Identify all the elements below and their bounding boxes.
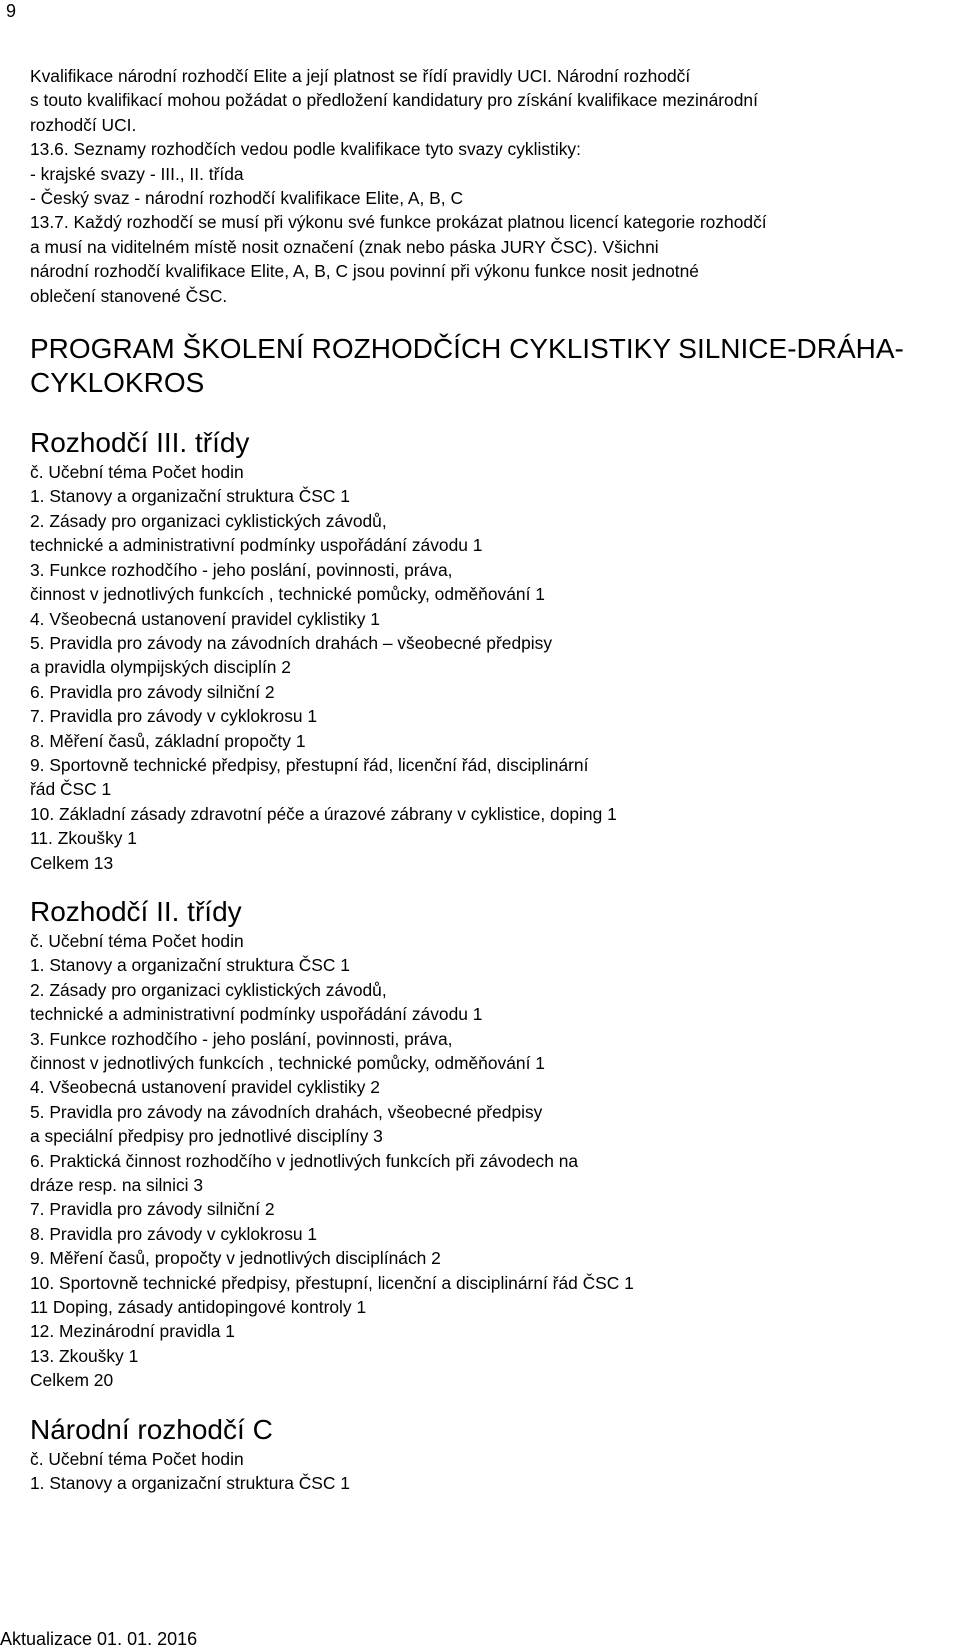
section-title: Národní rozhodčí C <box>30 1413 273 1445</box>
course-line: 11 Doping, zásady antidopingové kontroly 1 <box>30 1297 367 1318</box>
course-line: 11. Zkoušky 1 <box>30 828 137 849</box>
intro-line: s touto kvalifikací mohou požádat o předložení kandidatury pro získání kvalifikace mezinárodní <box>30 90 758 111</box>
section-title: Rozhodčí III. třídy <box>30 427 250 459</box>
course-line: 4. Všeobecná ustanovení pravidel cyklistiky 1 <box>30 608 380 629</box>
course-line: činnost v jednotlivých funkcích , technické pomůcky, odměňování 1 <box>30 584 545 605</box>
course-section <box>30 1413 955 1496</box>
course-line: Celkem 20 <box>30 1370 114 1391</box>
course-line: 13. Zkoušky 1 <box>30 1345 139 1366</box>
course-line: č. Učební téma Počet hodin <box>30 930 244 951</box>
intro-line: 13.7. Každý rozhodčí se musí při výkonu své funkce prokázat platnou licencí kategorie rozhodčí <box>30 212 767 233</box>
course-line: a pravidla olympijských disciplín 2 <box>30 657 291 678</box>
course-line: 4. Všeobecná ustanovení pravidel cyklistiky 2 <box>30 1077 380 1098</box>
course-line: 6. Pravidla pro závody silniční 2 <box>30 681 275 702</box>
course-line: 9. Měření časů, propočty v jednotlivých disciplínách 2 <box>30 1248 441 1269</box>
course-line: technické a administrativní podmínky uspořádání závodu 1 <box>30 1004 483 1025</box>
course-line: 7. Pravidla pro závody v cyklokrosu 1 <box>30 706 318 727</box>
intro-line: oblečení stanovené ČSC. <box>30 285 228 306</box>
course-line: 1. Stanovy a organizační struktura ČSC 1 <box>30 955 350 976</box>
course-line: 5. Pravidla pro závody na závodních drahách, všeobecné předpisy <box>30 1101 543 1122</box>
course-line: 1. Stanovy a organizační struktura ČSC 1 <box>30 1473 350 1494</box>
course-sections <box>30 426 955 1495</box>
program-title-line: PROGRAM ŠKOLENÍ ROZHODČÍCH CYKLISTIKY SILNICE-DRÁHA- <box>30 333 904 365</box>
course-line: 8. Měření časů, základní propočty 1 <box>30 730 306 751</box>
course-line: 7. Pravidla pro závody silniční 2 <box>30 1199 275 1220</box>
document-body <box>30 64 955 1516</box>
course-line: 2. Zásady pro organizaci cyklistických závodů, <box>30 510 387 531</box>
course-line: 10. Základní zásady zdravotní péče a úrazové zábrany v cyklistice, doping 1 <box>30 803 617 824</box>
page-number: 9 <box>6 1 17 21</box>
course-line: činnost v jednotlivých funkcích , technické pomůcky, odměňování 1 <box>30 1053 545 1073</box>
course-line: 6. Praktická činnost rozhodčího v jednotlivých funkcích při závodech na <box>30 1150 579 1171</box>
footer-update-date: Aktualizace 01. 01. 2016 <box>0 1629 198 1649</box>
course-line: 9. Sportovně technické předpisy, přestupní řád, licenční řád, disciplinární <box>30 754 589 775</box>
course-line: technické a administrativní podmínky uspořádání závodu 1 <box>30 535 483 556</box>
course-line: řád ČSC 1 <box>30 779 112 800</box>
course-line: 5. Pravidla pro závody na závodních drahách – všeobecné předpisy <box>30 632 553 653</box>
program-title-line: CYKLOKROS <box>30 367 205 399</box>
course-line: 1. Stanovy a organizační struktura ČSC 1 <box>30 486 350 507</box>
course-line: 12. Mezinárodní pravidla 1 <box>30 1321 235 1342</box>
intro-line: a musí na viditelném místě nosit označení (znak nebo páska JURY ČSC). Všichni <box>30 236 659 257</box>
course-line: 3. Funkce rozhodčího - jeho poslání, povinnosti, práva, <box>30 559 453 580</box>
course-line: dráze resp. na silnici 3 <box>30 1175 204 1196</box>
course-line: č. Učební téma Počet hodin <box>30 462 244 483</box>
intro-line: 13.6. Seznamy rozhodčích vedou podle kvalifikace tyto svazy cyklistiky: <box>30 139 581 160</box>
intro-line: - Český svaz - národní rozhodčí kvalifikace Elite, A, B, C <box>30 188 463 209</box>
intro-line: Kvalifikace národní rozhodčí Elite a její platnost se řídí pravidly UCI. Národní rozhodčí <box>30 66 691 86</box>
course-line: Celkem 13 <box>30 852 114 873</box>
intro-line: - krajské svazy - III., II. třída <box>30 163 244 184</box>
course-line: č. Učební téma Počet hodin <box>30 1448 244 1469</box>
course-line: 10. Sportovně technické předpisy, přestupní, licenční a disciplinární řád ČSC 1 <box>30 1272 634 1293</box>
program-title <box>30 332 955 400</box>
course-section <box>30 895 955 1393</box>
course-line: 8. Pravidla pro závody v cyklokrosu 1 <box>30 1223 318 1244</box>
intro-line: národní rozhodčí kvalifikace Elite, A, B, C jsou povinní při výkonu funkce nosit jednotné <box>30 261 699 282</box>
section-title: Rozhodčí II. třídy <box>30 895 242 927</box>
intro-paragraph <box>30 64 955 308</box>
course-line: 2. Zásady pro organizaci cyklistických závodů, <box>30 979 387 1000</box>
intro-line: rozhodčí UCI. <box>30 114 137 135</box>
course-section <box>30 426 955 875</box>
course-line: 3. Funkce rozhodčího - jeho poslání, povinnosti, práva, <box>30 1028 453 1049</box>
course-line: a speciální předpisy pro jednotlivé disciplíny 3 <box>30 1126 383 1147</box>
